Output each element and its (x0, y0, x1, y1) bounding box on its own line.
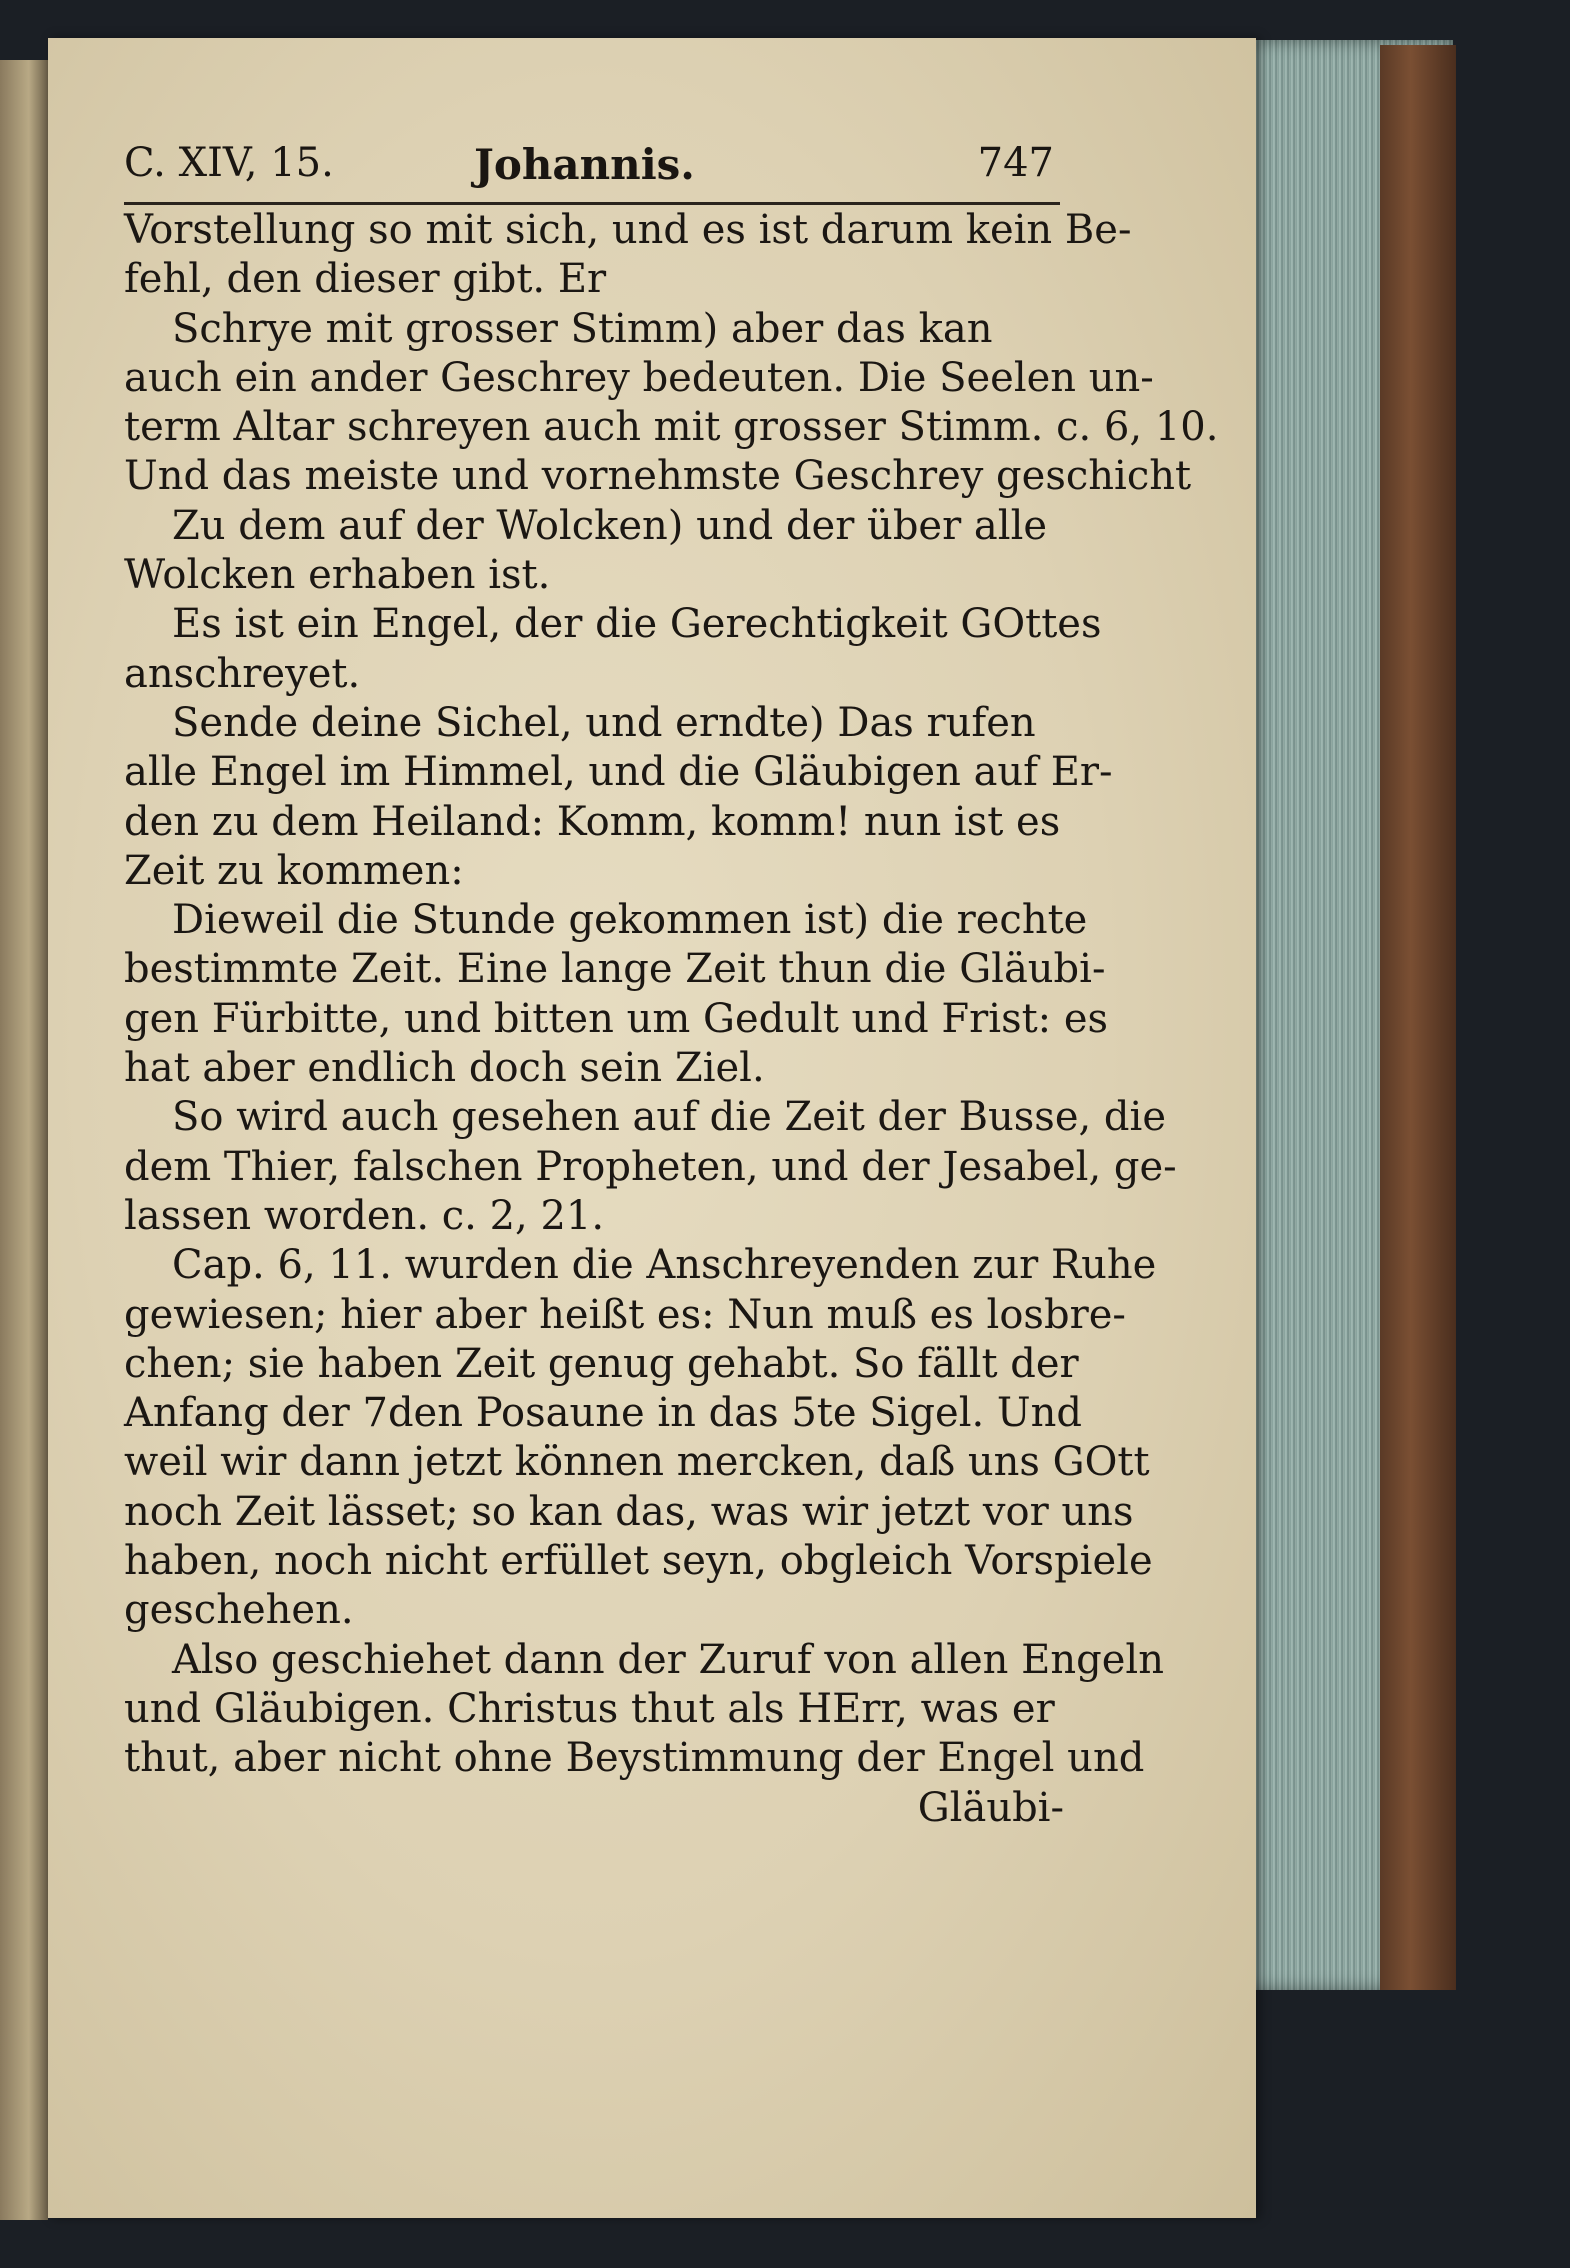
text-line: lassen worden. c. 2, 21. (124, 1192, 605, 1239)
text-line: geschehen. (124, 1587, 354, 1634)
text-line: dem Thier, falschen Propheten, und der Jesabel, ge- (124, 1143, 1177, 1190)
text-line: fehl, den dieser gibt. Er (124, 256, 607, 303)
page-number: 747 (977, 140, 1054, 186)
text-line: Zu dem auf der Wolcken) und der über alle (172, 502, 1048, 549)
text-line: haben, noch nicht erfüllet seyn, obgleich Vorspiele (124, 1538, 1153, 1585)
book-title: Johannis. (474, 140, 695, 189)
text-line: Zeit zu kommen: (124, 847, 464, 894)
book-cover-edge (1380, 45, 1456, 1990)
facing-page-edge (0, 60, 48, 2220)
text-line: weil wir dann jetzt können mercken, daß uns GOtt (124, 1439, 1150, 1486)
page-body-text (124, 206, 1219, 1833)
header-rule (124, 202, 1060, 205)
running-header (124, 140, 1054, 200)
text-line: hat aber endlich doch sein Ziel. (124, 1045, 765, 1092)
text-line: chen; sie haben Zeit genug gehabt. So fällt der (124, 1340, 1079, 1387)
chapter-verse-ref: C. XIV, 15. (124, 140, 334, 186)
text-line: thut, aber nicht ohne Beystimmung der Engel und (124, 1735, 1145, 1782)
text-line: Sende deine Sichel, und erndte) Das rufen (172, 699, 1036, 746)
text-line: Gläubi- (917, 1784, 1064, 1831)
text-line: Dieweil die Stunde gekommen ist) die rechte (172, 897, 1088, 944)
text-line: Schrye mit grosser Stimm) aber das kan (172, 305, 993, 352)
text-line: noch Zeit lässet; so kan das, was wir jetzt vor uns (124, 1488, 1134, 1535)
text-line: Also geschiehet dann der Zuruf von allen Engeln (172, 1636, 1164, 1683)
text-line: gen Fürbitte, und bitten um Gedult und Frist: es (124, 995, 1109, 1042)
text-line: gewiesen; hier aber heißt es: Nun muß es losbre- (124, 1291, 1126, 1338)
text-line: Vorstellung so mit sich, und es ist darum kein Be- (124, 207, 1132, 253)
text-line: anschreyet. (124, 650, 361, 697)
text-line: Anfang der 7den Posaune in das 5te Sigel. Und (124, 1390, 1083, 1437)
text-line: auch ein ander Geschrey bedeuten. Die Seelen un- (124, 354, 1154, 401)
text-line: und Gläubigen. Christus thut als HErr, was er (124, 1685, 1055, 1732)
text-line: So wird auch gesehen auf die Zeit der Busse, die (172, 1094, 1167, 1141)
text-line: alle Engel im Himmel, und die Gläubigen auf Er- (124, 749, 1113, 796)
text-line: bestimmte Zeit. Eine lange Zeit thun die Gläubi- (124, 946, 1106, 993)
text-line: den zu dem Heiland: Komm, komm! nun ist es (124, 798, 1061, 845)
text-line: Cap. 6, 11. wurden die Anschreyenden zur Ruhe (172, 1242, 1157, 1289)
text-line: Wolcken erhaben ist. (124, 552, 551, 599)
text-line: Es ist ein Engel, der die Gerechtigkeit GOttes (172, 601, 1102, 648)
text-line: Und das meiste und vornehmste Geschrey geschicht (124, 453, 1192, 500)
text-line: term Altar schreyen auch mit grosser Stimm. c. 6, 10. (124, 404, 1219, 451)
